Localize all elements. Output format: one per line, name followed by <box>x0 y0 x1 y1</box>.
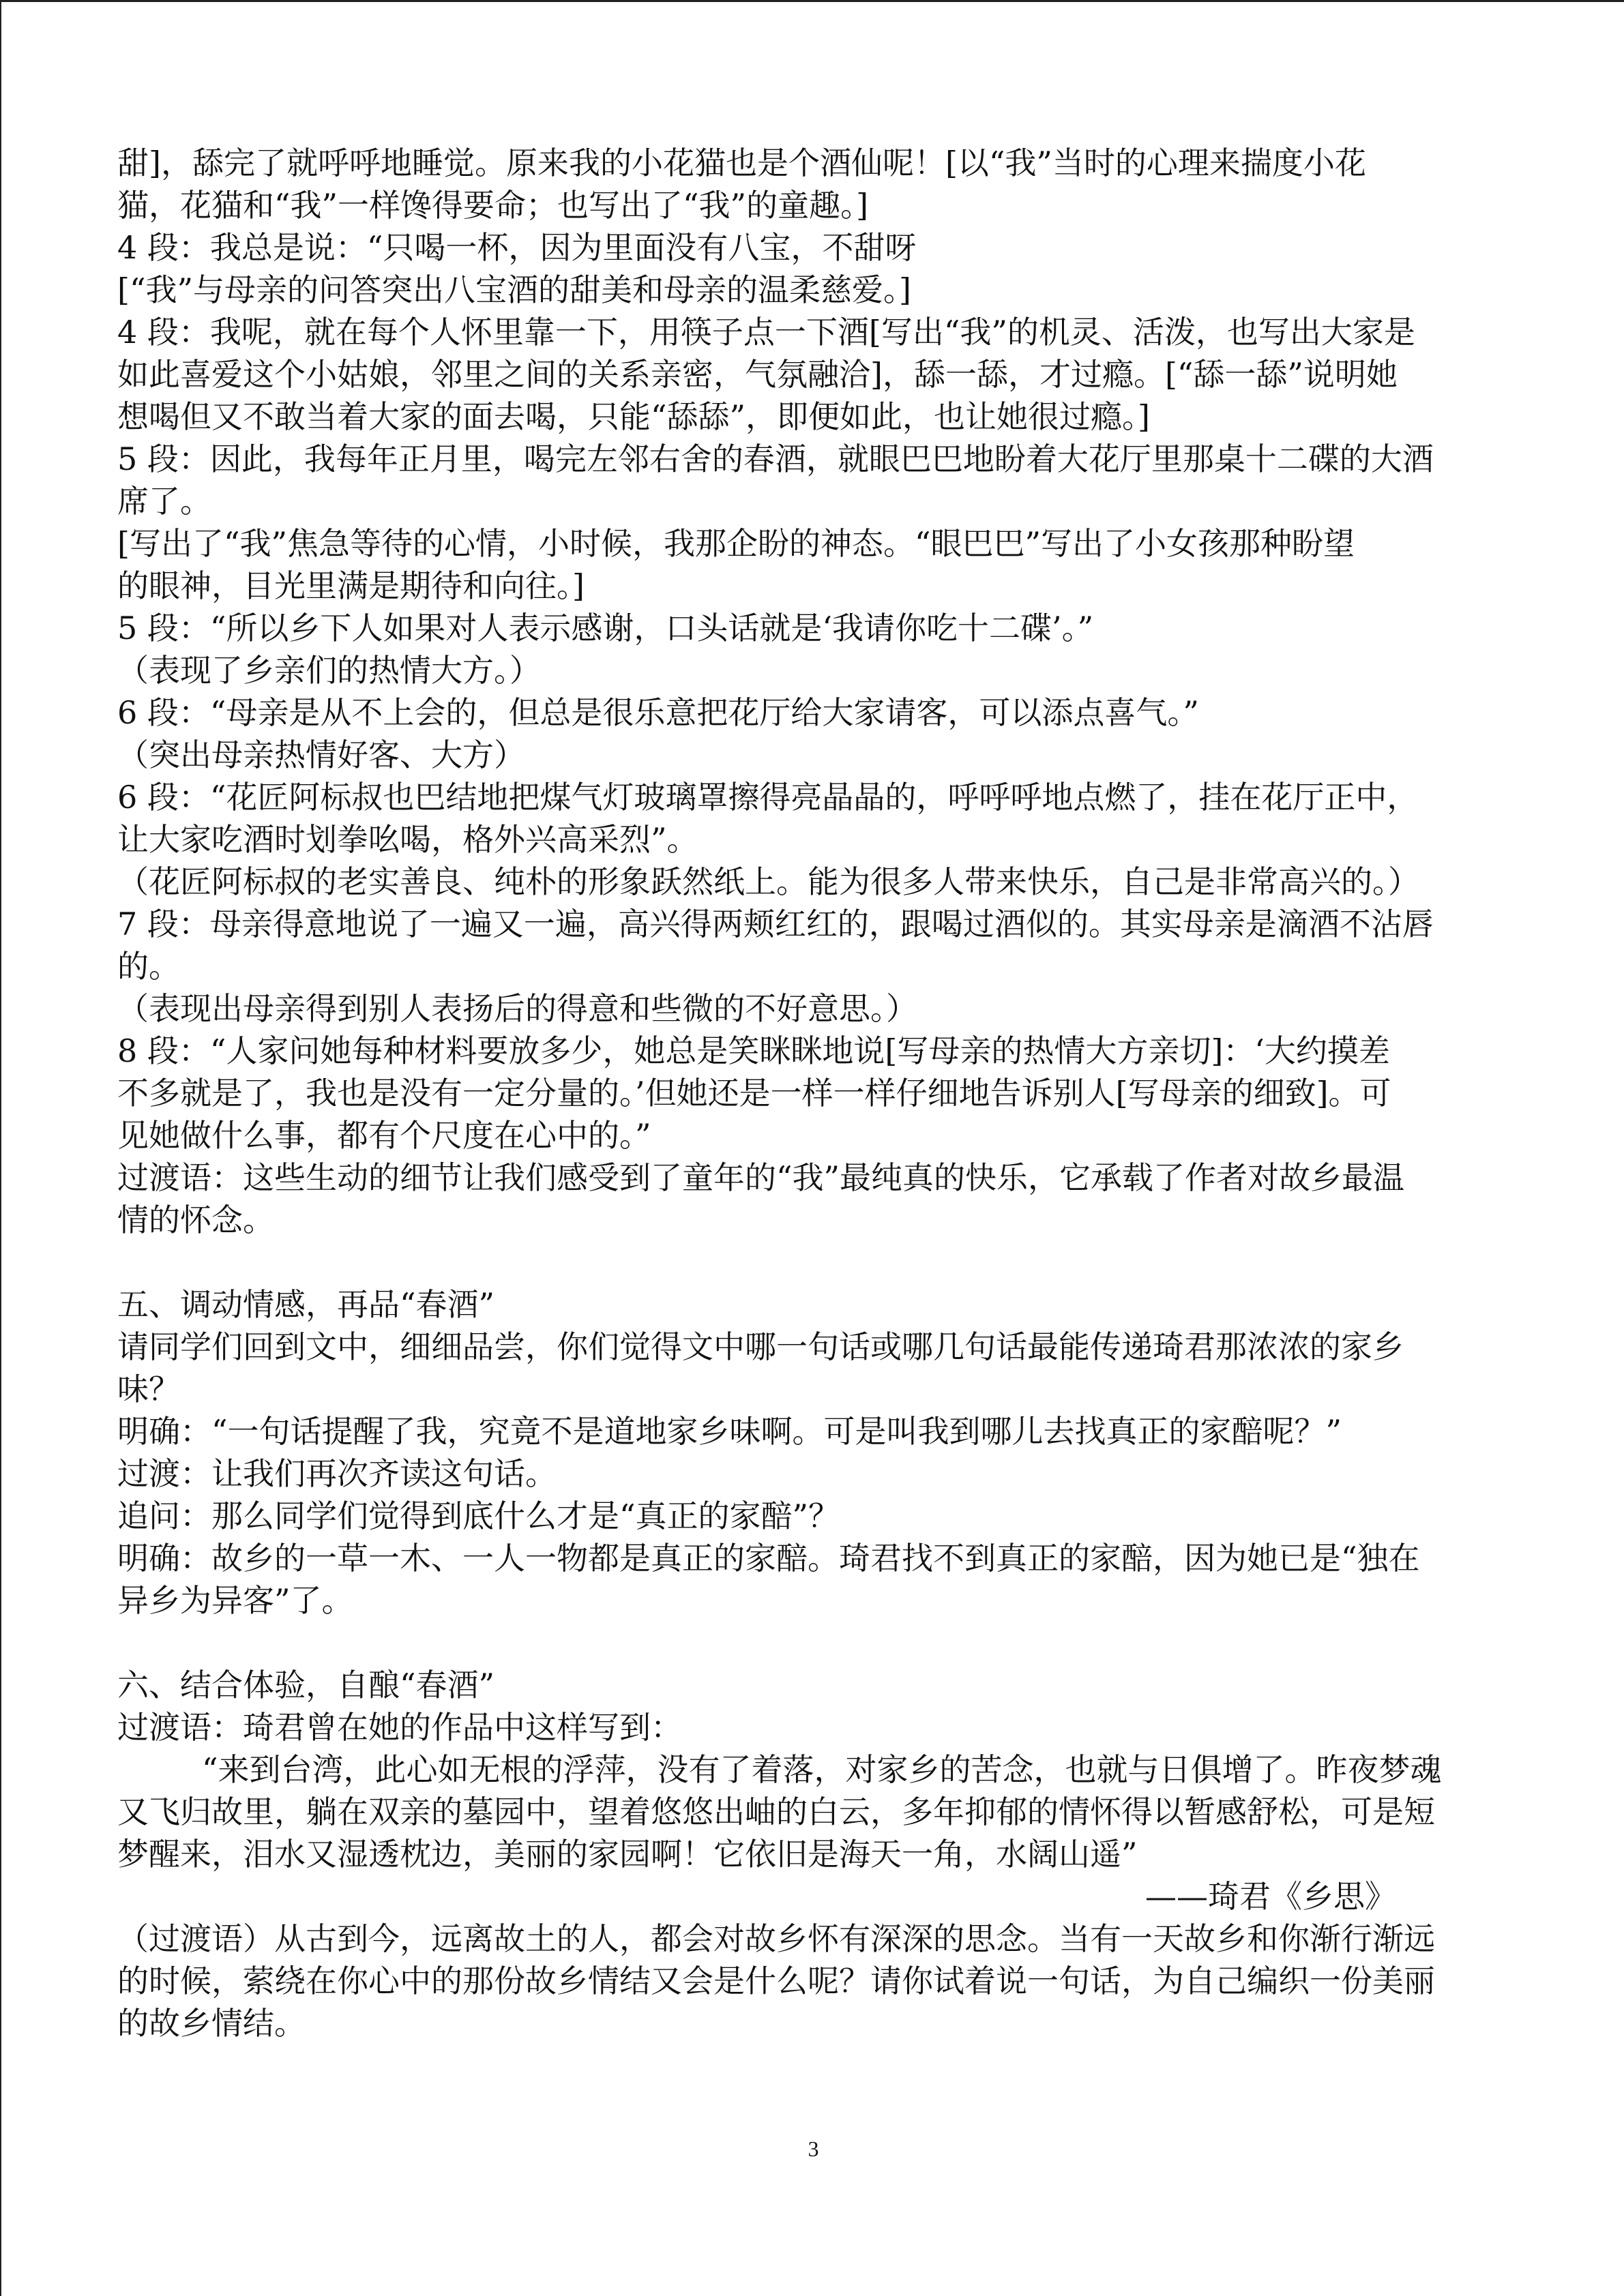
page-number: 3 <box>808 2136 819 2161</box>
text-line: 异乡为异客”了。 <box>117 1582 353 1619</box>
text-line: 情的怀念。 <box>117 1202 274 1238</box>
text-line: 见她做什么事，都有个尺度在心中的。” <box>117 1117 651 1154</box>
section-heading: 五、调动情感，再品“春酒” <box>117 1286 495 1323</box>
text-line: 8 段：“人家问她每种材料要放多少，她总是笑眯眯地说[写母亲的热情大方亲切]：‘大约摸差 <box>117 1032 1390 1069</box>
text-line: 让大家吃酒时划拳吆喝，格外兴高采烈”。 <box>117 821 698 858</box>
text-line: 过渡语：这些生动的细节让我们感受到了童年的“我”最纯真的快乐，它承载了作者对故乡最温 <box>117 1159 1405 1196</box>
paragraph-spacer <box>117 1241 1519 1283</box>
text-line: （过渡语）从古到今，远离故土的人，都会对故乡怀有深深的思念。当有一天故乡和你渐行渐远 <box>117 1920 1435 1957</box>
text-line: 4 段：我呢，就在每个人怀里靠一下，用筷子点一下酒[写出“我”的机灵、活泼，也写出大家是 <box>117 314 1415 351</box>
text-line: 过渡：让我们再次齐读这句话。 <box>117 1455 557 1492</box>
paragraph-spacer <box>117 1622 1519 1664</box>
text-line: 过渡语：琦君曾在她的作品中这样写到： <box>117 1709 682 1746</box>
text-line: 猫，花猫和“我”一样馋得要命；也写出了“我”的童趣。] <box>117 187 869 224</box>
text-line: （突出母亲热情好客、大方） <box>117 736 525 773</box>
text-line: 的眼神，目光里满是期待和向往。] <box>117 567 585 604</box>
text-line: （表现出母亲得到别人表扬后的得意和些微的不好意思。） <box>117 990 917 1027</box>
text-line: 想喝但又不敢当着大家的面去喝，只能“舔舔”，即便如此，也让她很过瘾。] <box>117 398 1150 435</box>
text-line: 不多就是了，我也是没有一定分量的。’但她还是一样一样仔细地告诉别人[写母亲的细致]。可 <box>117 1075 1391 1112</box>
text-line: 的时候，萦绕在你心中的那份故乡情结又会是什么呢？请你试着说一句话，为自己编织一份美丽 <box>117 1963 1435 1999</box>
text-line: 4 段：我总是说：“只喝一杯，因为里面没有八宝，不甜呀 <box>117 229 917 266</box>
text-line: [“我”与母亲的问答突出八宝酒的甜美和母亲的温柔慈爱。] <box>117 271 911 308</box>
text-line: （表现了乡亲们的热情大方。） <box>117 652 541 689</box>
quote-line: 梦醒来，泪水又湿透枕边，美丽的家园啊！它依旧是海天一角，水阔山遥” <box>117 1836 1138 1873</box>
text-line: 6 段：“母亲是从不上会的，但总是很乐意把花厅给大家请客，可以添点喜气。” <box>117 694 1199 731</box>
text-line: 5 段：因此，我每年正月里，喝完左邻右舍的春酒，就眼巴巴地盼着大花厅里那桌十二碟的大酒 <box>117 441 1434 477</box>
text-line: [写出了“我”焦急等待的心情，小时候，我那企盼的神态。“眼巴巴”写出了小女孩那种盼望 <box>117 525 1355 562</box>
text-line: 如此喜爱这个小姑娘，邻里之间的关系亲密，气氛融洽]，舔一舔，才过瘾。[“舔一舔”说明她 <box>117 356 1398 393</box>
text-line: 的故乡情结。 <box>117 2005 306 2042</box>
text-line: 6 段：“花匠阿标叔也巴结地把煤气灯玻璃罩擦得亮晶晶的，呼呼呼地点燃了，挂在花厅正中， <box>117 779 1419 816</box>
text-line: 请同学们回到文中，细细品尝，你们觉得文中哪一句话或哪几句话最能传递琦君那浓浓的家乡 <box>117 1328 1404 1365</box>
document-body <box>117 142 1519 2044</box>
text-line: 席了。 <box>117 483 211 520</box>
quote-line: “来到台湾，此心如无根的浮萍，没有了着落，对家乡的苦念，也就与日俱增了。昨夜梦魂 <box>202 1751 1442 1788</box>
quote-attribution: ——琦君《乡思》 <box>1145 1878 1396 1915</box>
text-line: 甜]，舔完了就呼呼地睡觉。原来我的小花猫也是个酒仙呢！[以“我”当时的心理来揣度小花 <box>117 145 1366 181</box>
quote-line: 又飞归故里，躺在双亲的墓园中，望着悠悠出岫的白云，多年抑郁的情怀得以暂感舒松，可是短 <box>117 1793 1435 1830</box>
text-line: 5 段：“所以乡下人如果对人表示感谢，口头话就是‘我请你吃十二碟’。” <box>117 610 1094 646</box>
text-line: 明确：“一句话提醒了我，究竟不是道地家乡味啊。可是叫我到哪儿去找真正的家醅呢？” <box>117 1413 1342 1450</box>
text-line: （花匠阿标叔的老实善良、纯朴的形象跃然纸上。能为很多人带来快乐，自己是非常高兴的。） <box>117 863 1419 900</box>
section-heading: 六、结合体验，自酿“春酒” <box>117 1667 495 1703</box>
text-line: 明确：故乡的一草一木、一人一物都是真正的家醅。琦君找不到真正的家醅，因为她已是“独在 <box>117 1540 1420 1577</box>
text-line: 7 段：母亲得意地说了一遍又一遍，高兴得两颊红红的，跟喝过酒似的。其实母亲是滴酒不沾唇 <box>117 906 1434 942</box>
text-line: 的。 <box>117 948 180 985</box>
text-line: 味？ <box>117 1371 180 1407</box>
text-line: 追问：那么同学们觉得到底什么才是“真正的家醅”？ <box>117 1497 840 1534</box>
